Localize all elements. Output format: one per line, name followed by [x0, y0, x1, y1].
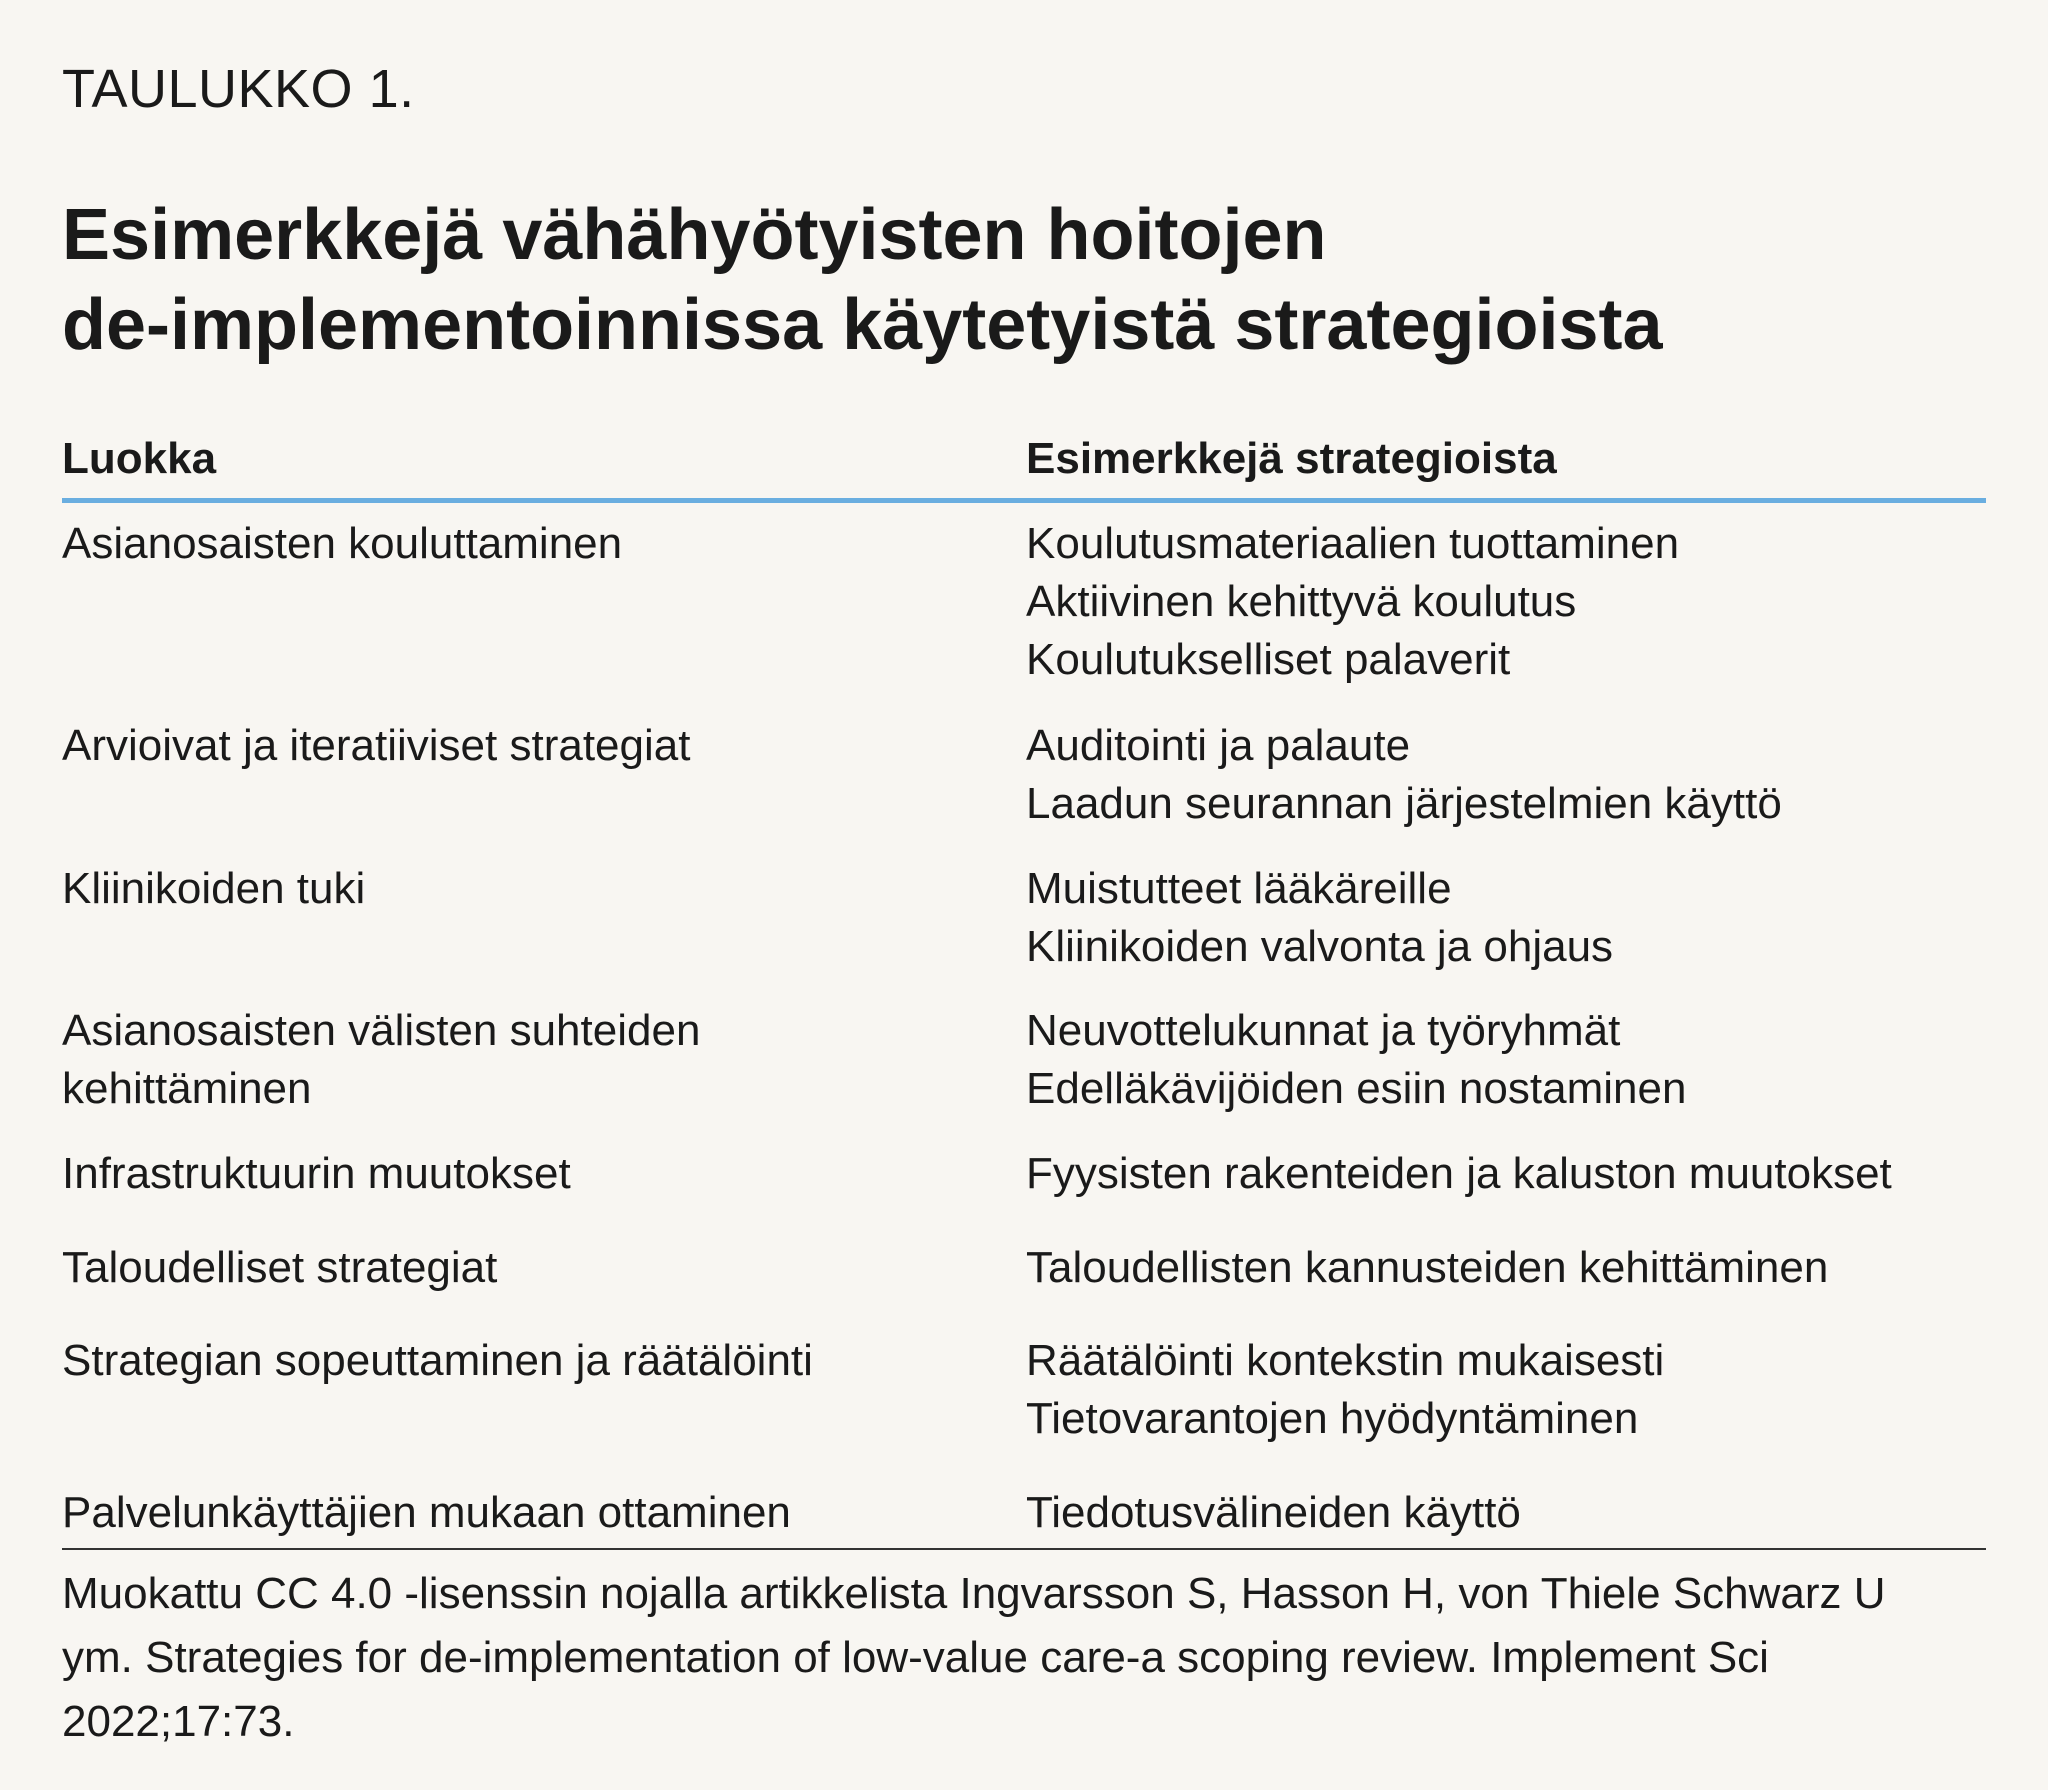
category-cell: [62, 1484, 1026, 1542]
category-text: Asianosaisten välisten suhteiden: [62, 1006, 701, 1055]
source-note: [62, 1562, 1972, 1754]
example-item: Edelläkävijöiden esiin nostaminen: [1026, 1064, 1687, 1113]
examples-cell: [1026, 1239, 1986, 1297]
table-row: [62, 1332, 1986, 1448]
title-line: de-implementoinnissa käytetyistä strategioista: [62, 285, 1663, 365]
example-item: Koulutusmateriaalien tuottaminen: [1026, 519, 1680, 568]
category-text: Asianosaisten kouluttaminen: [62, 519, 623, 568]
category-text: kehittäminen: [62, 1064, 312, 1113]
example-item: Kliinikoiden valvonta ja ohjaus: [1026, 922, 1614, 971]
example-item: Tietovarantojen hyödyntäminen: [1026, 1394, 1639, 1443]
table-row: [62, 1239, 1986, 1297]
source-line: Muokattu CC 4.0 -lisenssin nojalla artikkelista Ingvarsson S, Hasson H, von Thiele Schwarz U: [62, 1569, 1886, 1618]
source-line: 2022;17:73.: [62, 1697, 295, 1746]
table-body: [62, 517, 1986, 1567]
table-row: [62, 860, 1986, 976]
category-cell: [62, 515, 1026, 689]
examples-cell: [1026, 515, 1986, 689]
header-examples: Esimerkkejä strategioista: [1026, 434, 1557, 483]
category-cell: [62, 1145, 1026, 1203]
category-text: Strategian sopeuttaminen ja räätälöinti: [62, 1336, 813, 1385]
examples-cell: [1026, 1332, 1986, 1448]
category-cell: [62, 1239, 1026, 1297]
example-item: Laadun seurannan järjestelmien käyttö: [1026, 779, 1782, 828]
category-text: Kliinikoiden tuki: [62, 864, 366, 913]
example-item: Taloudellisten kannusteiden kehittäminen: [1026, 1243, 1829, 1292]
examples-cell: [1026, 1002, 1986, 1118]
example-item: Koulutukselliset palaverit: [1026, 635, 1511, 684]
category-text: Arvioivat ja iteratiiviset strategiat: [62, 721, 691, 770]
table-row: [62, 1145, 1986, 1203]
category-cell: [62, 860, 1026, 976]
title-line: Esimerkkejä vähähyötyisten hoitojen: [62, 195, 1327, 275]
example-item: Tiedotusvälineiden käyttö: [1026, 1488, 1521, 1537]
category-text: Palvelunkäyttäjien mukaan ottaminen: [62, 1488, 791, 1537]
table-title: [62, 190, 1862, 370]
category-cell: [62, 1002, 1026, 1118]
example-item: Neuvottelukunnat ja työryhmät: [1026, 1006, 1621, 1055]
source-line: ym. Strategies for de-implementation of low-value care-a scoping review. Implement Sci: [62, 1633, 1769, 1682]
category-cell: [62, 1332, 1026, 1448]
header-category: Luokka: [62, 434, 217, 483]
category-text: Taloudelliset strategiat: [62, 1243, 498, 1292]
table-row: [62, 1484, 1986, 1542]
table-row: [62, 717, 1986, 833]
example-item: Aktiivinen kehittyvä koulutus: [1026, 577, 1577, 626]
category-text: Infrastruktuurin muutokset: [62, 1149, 571, 1198]
table-header: [62, 430, 1986, 503]
table-label: TAULUKKO 1.: [62, 59, 415, 119]
category-cell: [62, 717, 1026, 833]
examples-cell: [1026, 1484, 1986, 1542]
strategy-table: [62, 430, 1986, 1553]
table-bottom-rule: [62, 1548, 1986, 1550]
examples-cell: [1026, 860, 1986, 976]
examples-cell: [1026, 1145, 1986, 1203]
example-item: Fyysisten rakenteiden ja kaluston muutokset: [1026, 1149, 1892, 1198]
examples-cell: [1026, 717, 1986, 833]
example-item: Räätälöinti kontekstin mukaisesti: [1026, 1336, 1665, 1385]
table-row: [62, 1002, 1986, 1118]
table-row: [62, 515, 1986, 689]
example-item: Auditointi ja palaute: [1026, 721, 1411, 770]
example-item: Muistutteet lääkäreille: [1026, 864, 1452, 913]
